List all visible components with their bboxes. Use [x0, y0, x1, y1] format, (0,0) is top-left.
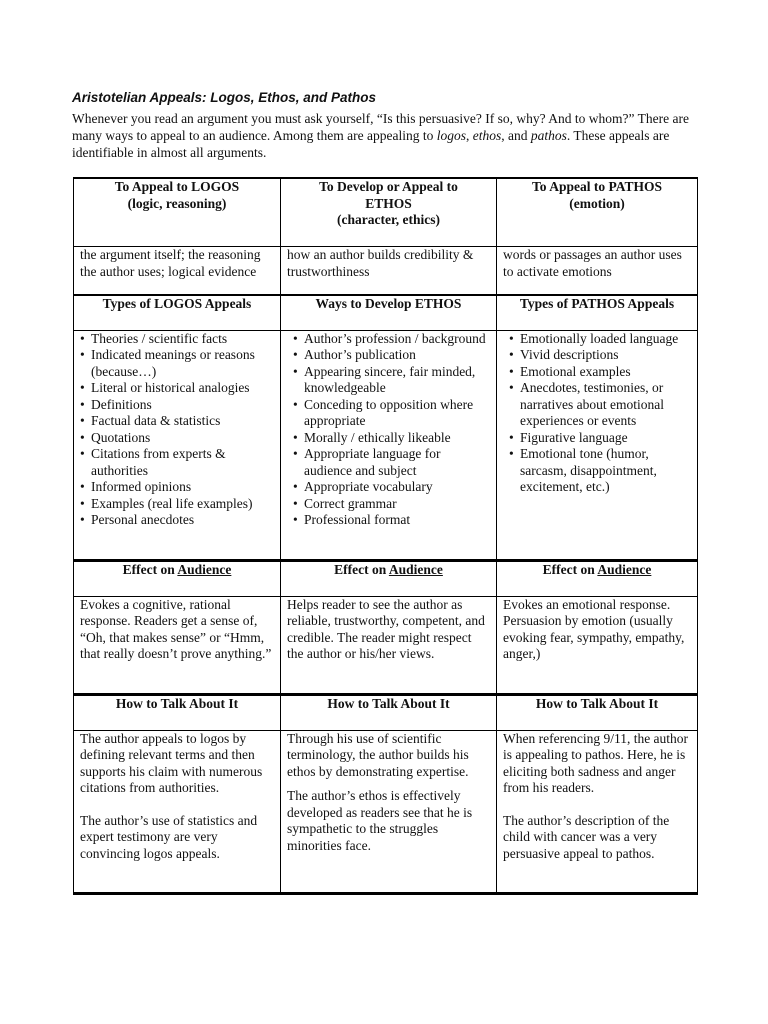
list-item: • Literal or historical analogies	[91, 380, 274, 397]
list-item: • Vivid descriptions	[520, 347, 691, 364]
ethos-header	[281, 178, 497, 247]
effect-header-row	[74, 560, 698, 596]
appeals-table	[73, 177, 698, 895]
talk-row	[74, 730, 698, 893]
effect-prefix: Effect on	[542, 561, 598, 577]
ethos-header-title: To Develop or Appeal to ETHOS	[319, 179, 458, 211]
talk-header-row	[74, 694, 698, 730]
logos-talk-example-2: The author’s use of statistics and expert testimony are very convincing logos appeals.	[80, 812, 258, 861]
logos-types-list	[80, 331, 274, 529]
logos-effect: Evokes a cognitive, rational response. Readers get a sense of, “Oh, that makes sense” or “Hmm, that really doesn’t prove anything.”	[74, 596, 281, 694]
pathos-header	[497, 178, 698, 247]
list-item: • Correct grammar	[304, 496, 490, 513]
list-item: • Indicated meanings or reasons (because…)	[91, 347, 274, 380]
effect-word: Audience	[597, 561, 652, 577]
intro-sep: ,	[466, 128, 473, 143]
list-item: • Morally / ethically likeable	[304, 430, 490, 447]
pathos-effect-header	[497, 560, 698, 596]
list-item: • Emotionally loaded language	[520, 331, 691, 348]
intro-pathos: pathos	[530, 128, 567, 143]
effect-word: Audience	[177, 561, 232, 577]
types-header-row	[74, 295, 698, 331]
list-item: • Anecdotes, testimonies, or narratives about emotional experiences or events	[520, 380, 691, 430]
pathos-types-cell	[497, 330, 698, 560]
logos-header-subtitle: (logic, reasoning)	[127, 195, 227, 211]
intro-ethos: ethos	[472, 128, 502, 143]
ethos-effect-header	[281, 560, 497, 596]
logos-header	[74, 178, 281, 247]
list-item: • Personal anecdotes	[91, 512, 274, 529]
list-item: • Appropriate language for audience and subject	[304, 446, 490, 479]
list-item: • Quotations	[91, 430, 274, 447]
effect-prefix: Effect on	[334, 561, 389, 577]
pathos-talk-header: How to Talk About It	[497, 694, 698, 730]
list-item: • Emotional examples	[520, 364, 691, 381]
definition-row	[74, 247, 698, 295]
ethos-talk-example-2: The author’s ethos is effectively developed as readers see that he is sympathetic to the struggles minorities face.	[287, 788, 473, 853]
effect-word: Audience	[388, 561, 443, 577]
logos-talk-example-1: The author appeals to logos by defining relevant terms and then supports his claim with numerous citations from authorities.	[80, 730, 263, 795]
page-title: Aristotelian Appeals: Logos, Ethos, and Pathos	[72, 90, 377, 105]
list-item: • Citations from experts & authorities	[91, 446, 274, 479]
intro-text: . These appeals are identifiable in almost all arguments.	[72, 128, 670, 160]
logos-talk-header: How to Talk About It	[74, 694, 281, 730]
logos-types-header: Types of LOGOS Appeals	[74, 295, 281, 331]
pathos-header-subtitle: (emotion)	[569, 195, 625, 211]
intro-text: Whenever you read an argument you must ask yourself, “Is this persuasive? If so, why? And to whom?” There are many ways to appeal to an audience. Among them are appealing to	[72, 111, 689, 143]
list-item: • Author’s publication	[304, 347, 490, 364]
list-item: • Author’s profession / background	[304, 331, 490, 348]
list-item: • Examples (real life examples)	[91, 496, 274, 513]
intro-logos: logos	[436, 128, 467, 143]
intro-sep: , and	[501, 128, 531, 143]
effect-prefix: Effect on	[122, 561, 178, 577]
pathos-header-title: To Appeal to PATHOS	[532, 179, 662, 194]
ethos-talk-header: How to Talk About It	[281, 694, 497, 730]
list-item: • Factual data & statistics	[91, 413, 274, 430]
ethos-effect: Helps reader to see the author as reliable, trustworthy, competent, and credible. The reader might respect the author or his/her views.	[281, 596, 497, 694]
pathos-talk	[497, 730, 698, 893]
list-item: • Conceding to opposition where appropriate	[304, 397, 490, 430]
pathos-types-list	[503, 331, 691, 496]
logos-effect-header	[74, 560, 281, 596]
list-item: • Emotional tone (humor, sarcasm, disappointment, excitement, etc.)	[520, 446, 691, 496]
pathos-types-header: Types of PATHOS Appeals	[497, 295, 698, 331]
list-item: • Informed opinions	[91, 479, 274, 496]
ethos-talk	[281, 730, 497, 893]
ethos-talk-example-1: Through his use of scientific terminology, the author builds his ethos by demonstrating expertise.	[287, 730, 469, 779]
logos-talk	[74, 730, 281, 893]
ethos-types-list	[287, 331, 490, 529]
types-list-row	[74, 330, 698, 560]
pathos-effect: Evokes an emotional response. Persuasion by emotion (usually evoking fear, sympathy, empathy, anger,)	[497, 596, 698, 694]
list-item: • Figurative language	[520, 430, 691, 447]
pathos-definition: words or passages an author uses to activate emotions	[497, 247, 698, 295]
pathos-talk-example-2: The author’s description of the child with cancer was a very persuasive appeal to pathos.	[503, 812, 670, 861]
intro-paragraph	[72, 110, 712, 161]
list-item: • Theories / scientific facts	[91, 331, 274, 348]
effect-row	[74, 596, 698, 694]
logos-types-cell	[74, 330, 281, 560]
list-item: • Professional format	[304, 512, 490, 529]
list-item: • Appropriate vocabulary	[304, 479, 490, 496]
logos-definition: the argument itself; the reasoning the author uses; logical evidence	[74, 247, 281, 295]
ethos-types-header: Ways to Develop ETHOS	[281, 295, 497, 331]
logos-header-title: To Appeal to LOGOS	[114, 179, 240, 194]
ethos-header-subtitle: (character, ethics)	[337, 212, 440, 227]
list-item: • Definitions	[91, 397, 274, 414]
list-item: • Appearing sincere, fair minded, knowledgeable	[304, 364, 490, 397]
ethos-types-cell	[281, 330, 497, 560]
ethos-definition: how an author builds credibility & trustworthiness	[281, 247, 497, 295]
header-row	[74, 178, 698, 247]
pathos-talk-example-1: When referencing 9/11, the author is appealing to pathos. Here, he is eliciting both sadness and anger from his readers.	[503, 730, 689, 795]
